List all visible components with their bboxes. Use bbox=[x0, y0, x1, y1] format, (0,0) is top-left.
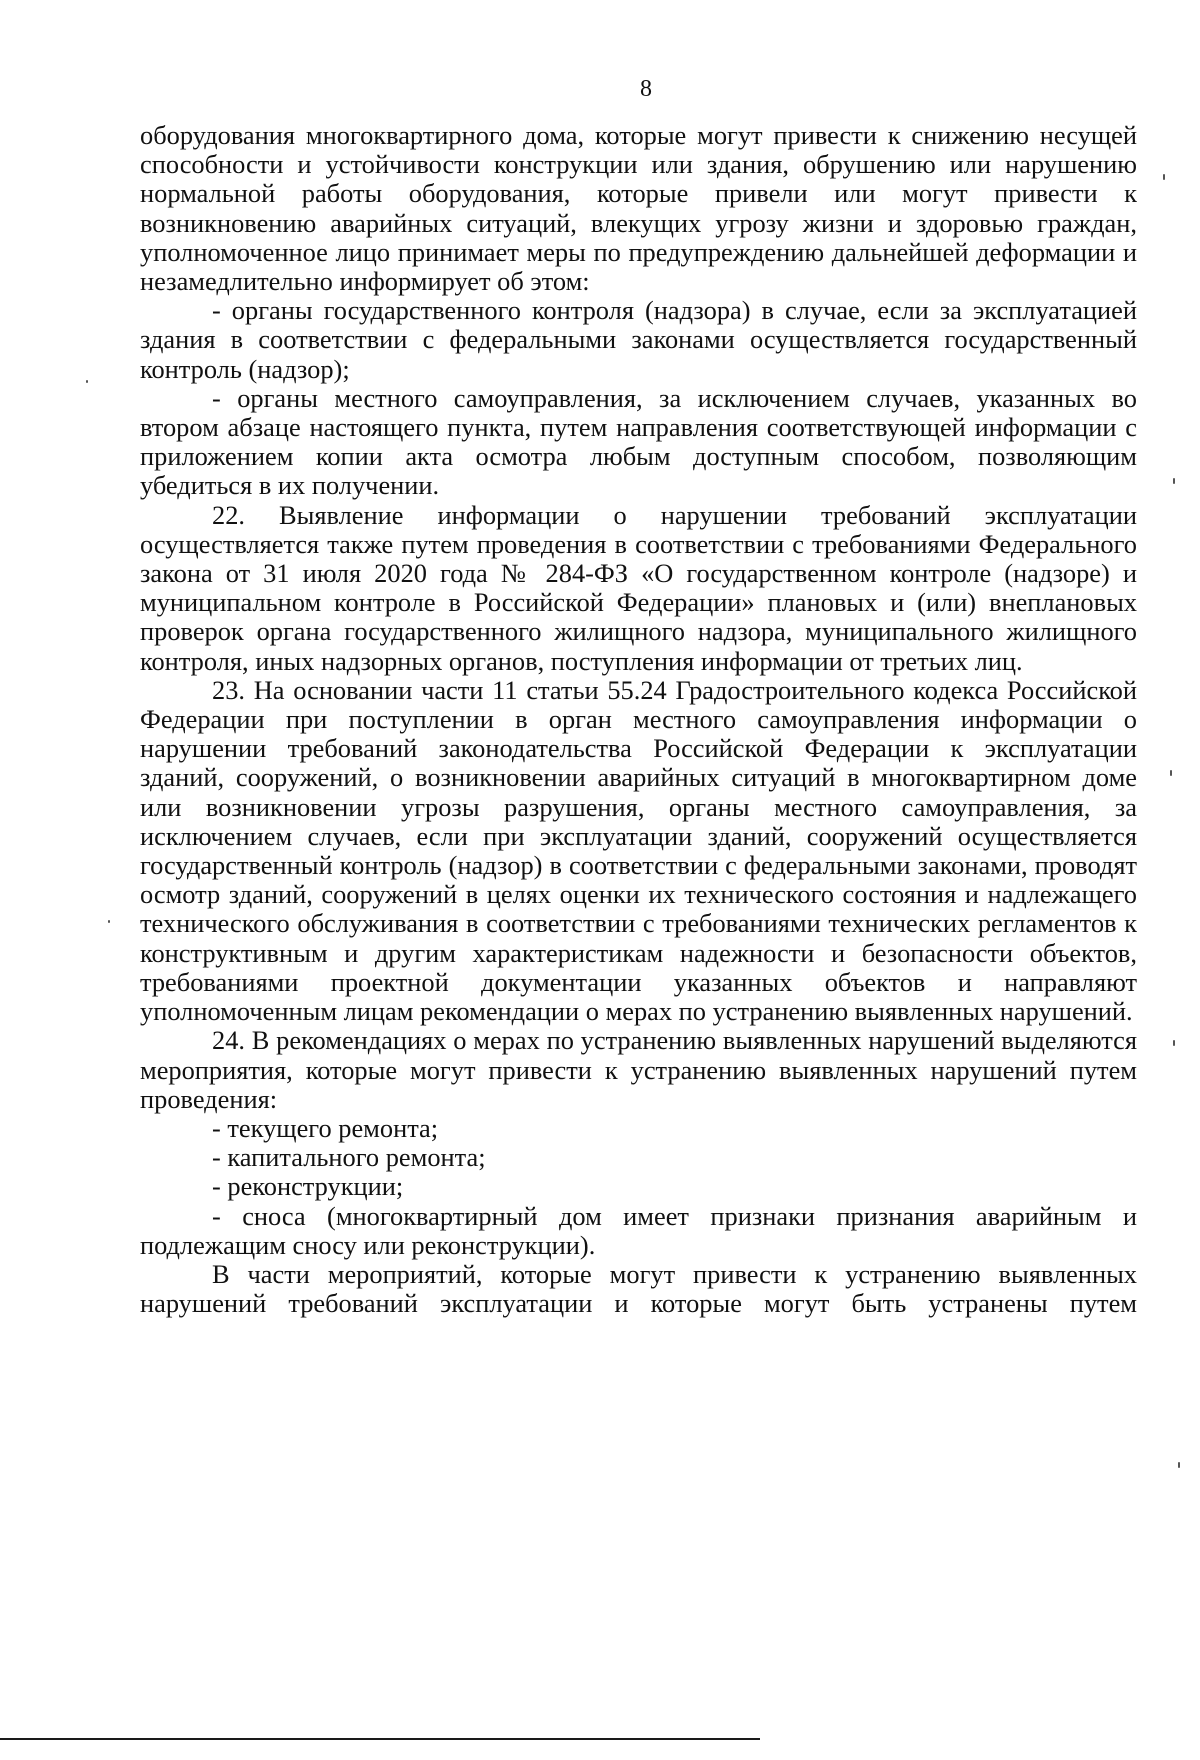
document-body bbox=[140, 121, 1137, 1318]
scan-speck bbox=[86, 380, 88, 383]
page-number: 8 bbox=[640, 76, 652, 102]
scan-speck bbox=[108, 920, 110, 923]
scan-speck bbox=[1163, 174, 1165, 180]
scan-speck bbox=[1170, 770, 1172, 776]
paragraph-item-23: 23. На основании части 11 статьи 55.24 Градостроительного кодекса Российской Федерации при поступлении в орган местного самоуправления информации о нарушении требований законодательства Российской Федерации к эксплуатации зданий, сооружений, о возникновении аварийных ситуаций в многоквартирном доме или возникновении угрозы разрушения, органы местного самоуправления, за исключением случаев, если при эксплуатации зданий, сооружений осуществляется государственный контроль (надзор) в соответствии с федеральными законами, проводят осмотр зданий, сооружений в целях оценки их технического состояния и надлежащего технического обслуживания в соответствии с требованиями технических регламентов к конструктивным и другим характеристикам надежности и безопасности объектов, требованиями проектной документации указанных объектов и направляют уполномоченным лицам рекомендации о мерах по устранению выявленных нарушений. bbox=[140, 674, 1137, 1027]
paragraph-final: В части мероприятий, которые могут привести к устранению выявленных нарушений требований эксплуатации и которые могут быть устранены путем bbox=[140, 1258, 1137, 1319]
paragraph-item-22: 22. Выявление информации о нарушении требований эксплуатации осуществляется также путем проведения в соответствии с требованиями Федерального закона от 31 июля 2020 года № 284-ФЗ «О государственном контроле (надзоре) и муниципальном контроле в Российской Федерации» плановых и (или) внеплановых проверок органа государственного жилищного надзора, муниципального жилищного контроля, иных надзорных органов, поступления информации от третьих лиц. bbox=[140, 499, 1137, 676]
paragraph-list-item-supervision: - органы государственного контроля (надзора) в случае, если за эксплуатацией здания в соответствии с федеральными законами осуществляется государственный контроль (надзор); bbox=[140, 295, 1137, 384]
paragraph-continuation: оборудования многоквартирного дома, которые могут привести к снижению несущей способности и устойчивости конструкции или здания, обрушению или нарушению нормальной работы оборудования, которые привели или могут привести к возникновению аварийных ситуаций, влекущих угрозу жизни и здоровью граждан, уполномоченное лицо принимает меры по предупреждению дальнейшей деформации и незамедлительно информирует об этом: bbox=[140, 120, 1137, 297]
page-bottom-rule bbox=[0, 1738, 760, 1740]
list-item-capital-repair: - капитального ремонта; bbox=[212, 1142, 486, 1173]
scan-speck bbox=[1173, 1040, 1175, 1046]
paragraph-list-item-local-government: - органы местного самоуправления, за исключением случаев, указанных во втором абзаце настоящего пункта, путем направления соответствующей информации с приложением копии акта осмотра любым доступным способом, позволяющим убедиться в их получении. bbox=[140, 382, 1137, 501]
list-item-demolition: - сноса (многоквартирный дом имеет признаки признания аварийным и подлежащим сносу или реконструкции). bbox=[140, 1200, 1137, 1260]
paragraph-item-24: 24. В рекомендациях о мерах по устранению выявленных нарушений выделяются мероприятия, которые могут привести к устранению выявленных нарушений путем проведения: bbox=[140, 1025, 1137, 1114]
list-item-current-repair: - текущего ремонта; bbox=[212, 1112, 439, 1143]
list-item-reconstruction: - реконструкции; bbox=[212, 1171, 404, 1202]
scan-speck bbox=[1173, 478, 1175, 484]
scan-speck bbox=[1178, 1462, 1180, 1468]
